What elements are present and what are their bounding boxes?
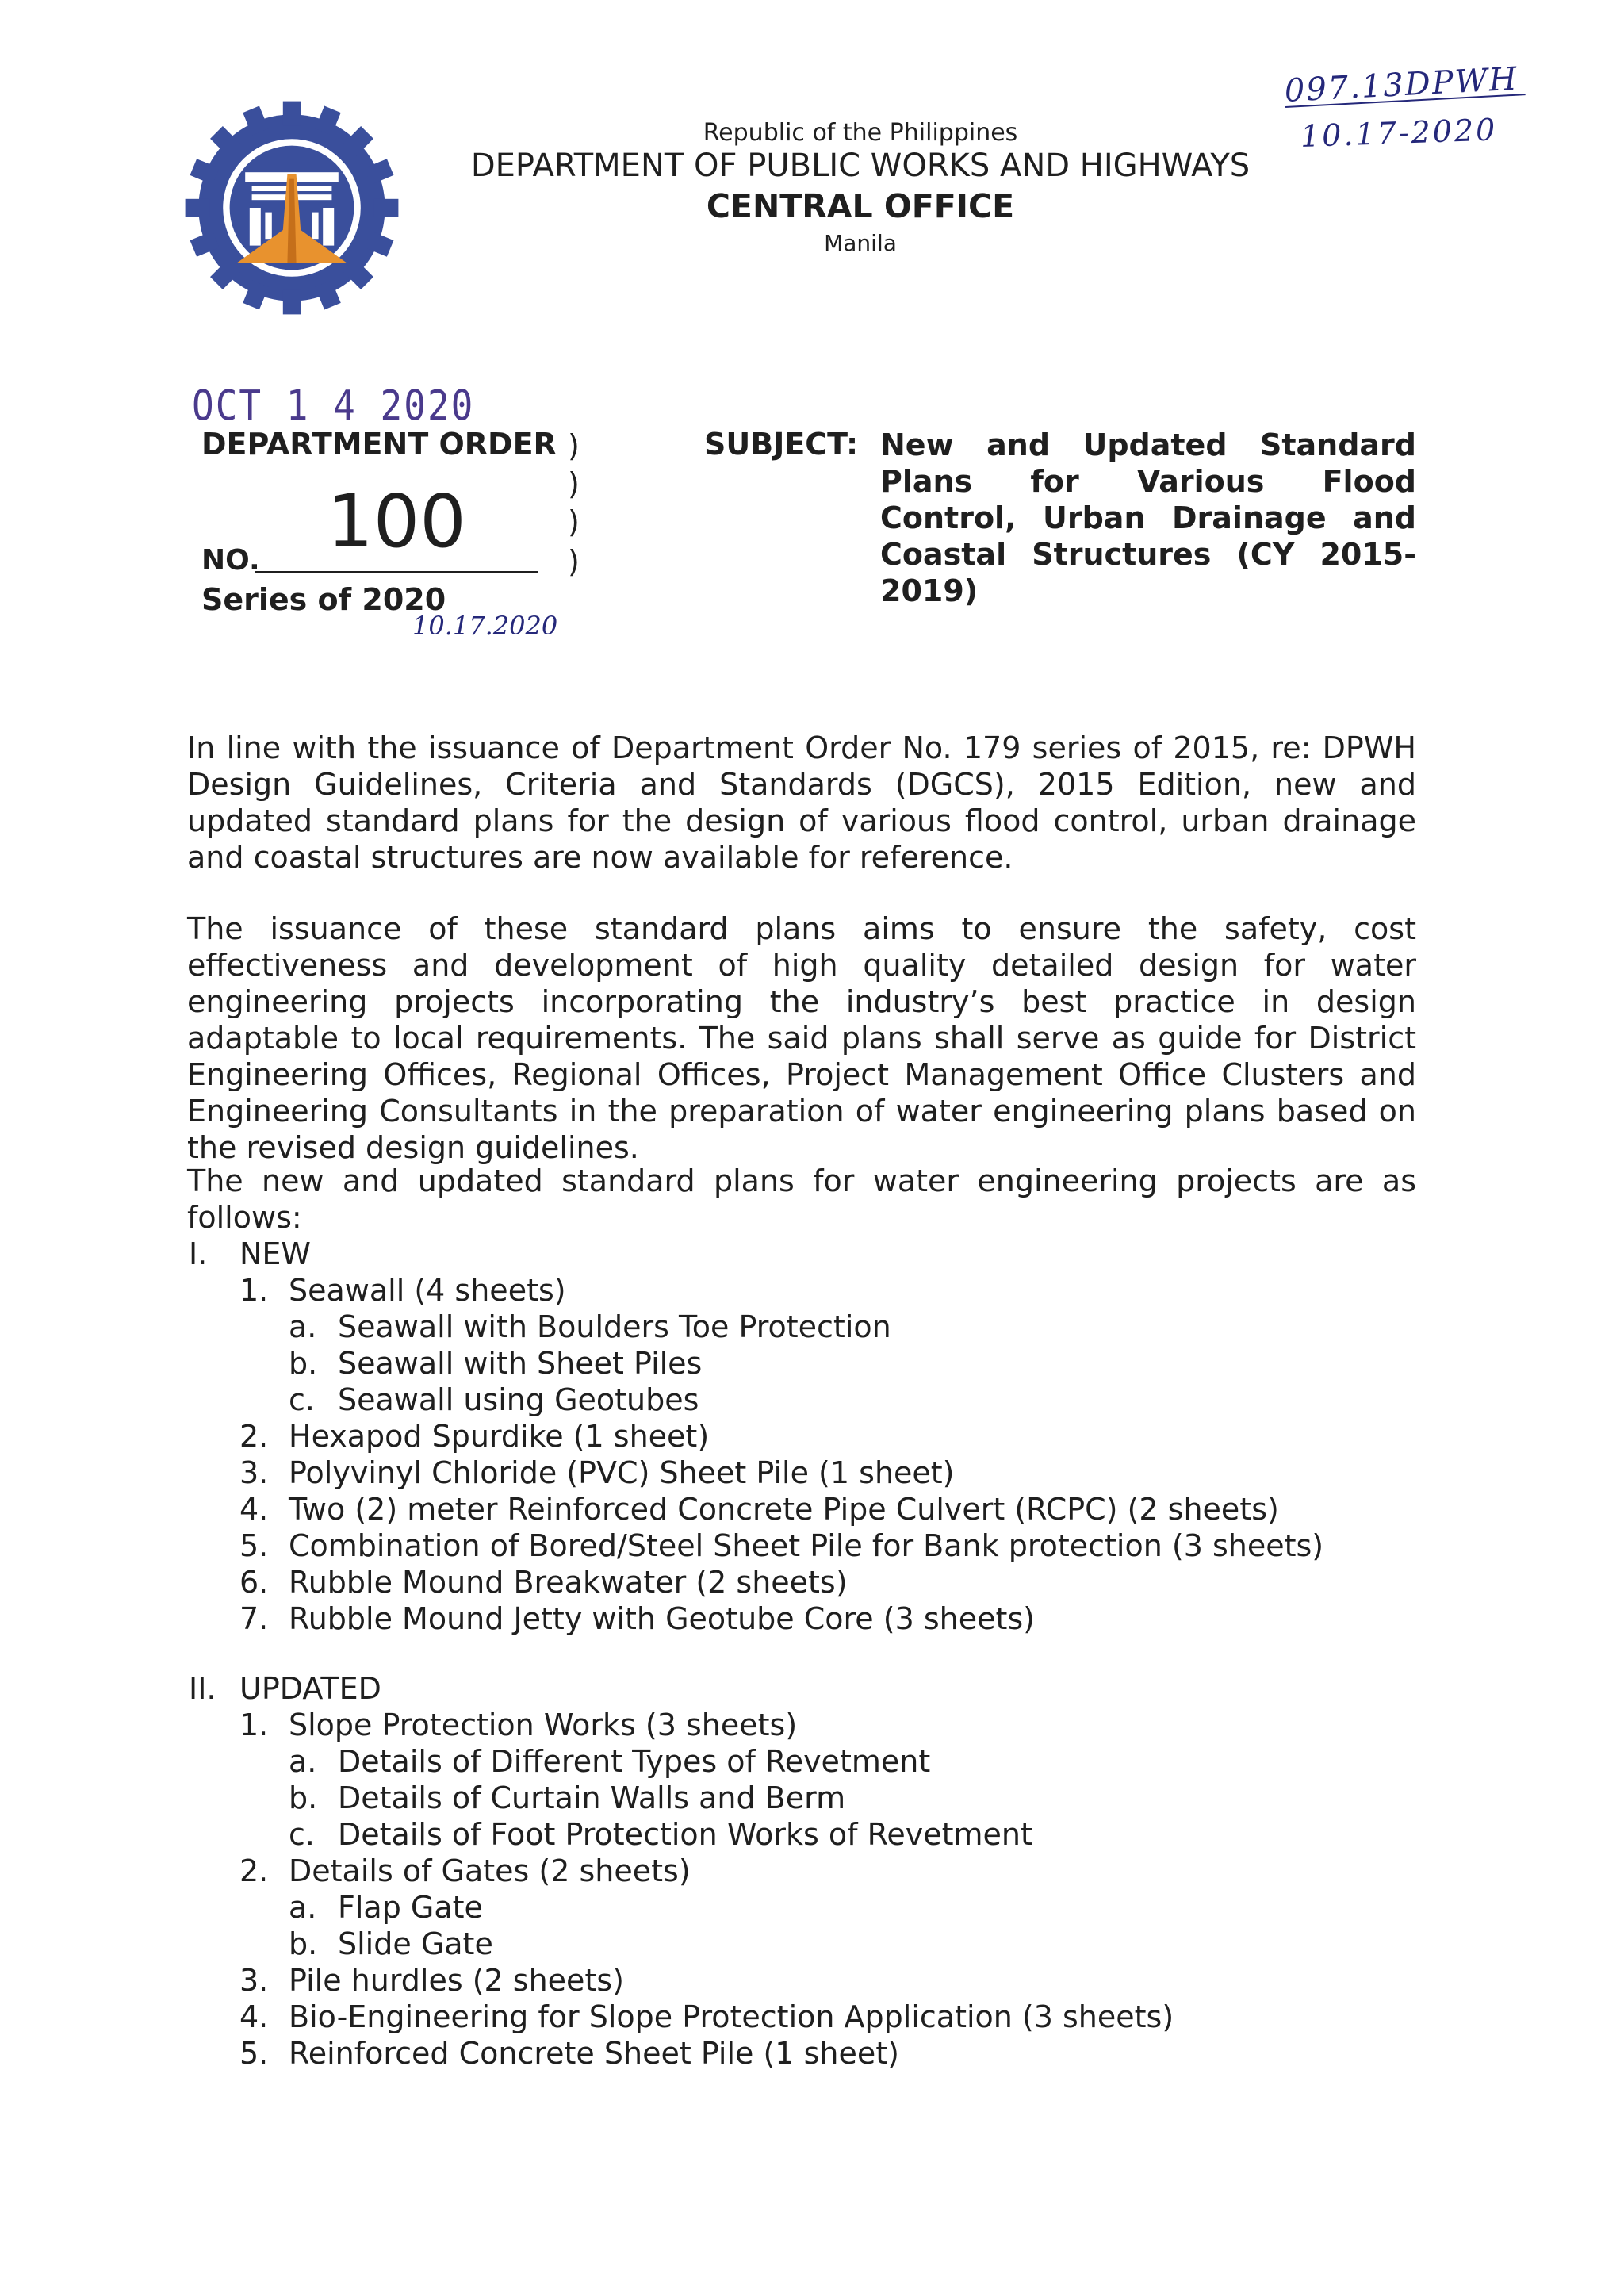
order-number-label: NO.	[201, 544, 260, 577]
body-paragraph-2: The issuance of these standard plans aims to ensure the safety, cost effectiveness and development of high quality detailed design for water engineering projects incorporating the industry’s best practice in design adaptable to local requirements. The said plans shall serve as guide for District Engineering Offices, Regional Offices, Project Management Office Clusters and Engineering Consultants in the preparation of water engineering plans based on the revised design guidelines.	[187, 911, 1416, 1165]
item-text: Rubble Mound Breakwater (2 sheets)	[289, 1565, 848, 1600]
sub-item-list	[239, 1743, 1174, 1853]
republic-line: Republic of the Philippines	[703, 119, 1018, 147]
item-text: Combination of Bored/Steel Sheet Pile for Bank protection (3 sheets)	[289, 1528, 1324, 1563]
department-name: DEPARTMENT OF PUBLIC WORKS AND HIGHWAYS	[470, 148, 1251, 184]
sub-item-text: Details of Different Types of Revetment	[338, 1744, 931, 1779]
bracket-paren: )	[568, 428, 580, 463]
sub-list-item	[289, 1345, 1323, 1382]
item-number: 5.	[239, 2036, 269, 2071]
section-heading	[189, 1236, 1323, 1272]
section-title: UPDATED	[239, 1671, 381, 1706]
sub-item-text: Details of Foot Protection Works of Revetment	[338, 1817, 1032, 1852]
item-number: 6.	[239, 1565, 269, 1600]
subject-label: SUBJECT:	[704, 427, 859, 462]
handwritten-initials: 10.17.2020	[412, 611, 558, 641]
sub-item-letter: c.	[289, 1382, 315, 1417]
item-text: Rubble Mound Jetty with Geotube Core (3 sheets)	[289, 1601, 1036, 1636]
sub-item-list	[239, 1889, 1174, 1962]
item-number: 4.	[239, 1999, 269, 2034]
order-number: 100	[327, 479, 466, 564]
office-name: CENTRAL OFFICE	[706, 187, 1015, 225]
list-item	[239, 1455, 1323, 1491]
item-number: 1.	[239, 1273, 269, 1308]
sub-item-list	[239, 1309, 1323, 1418]
item-number: 2.	[239, 1419, 269, 1454]
list-item	[239, 1564, 1323, 1600]
list-item	[239, 1527, 1323, 1564]
handwritten-reference-number: 097.13DPWH	[1283, 60, 1519, 109]
list-item	[239, 1999, 1174, 2035]
item-number: 7.	[239, 1601, 269, 1636]
sub-item-text: Flap Gate	[338, 1890, 483, 1925]
order-series: Series of 2020	[201, 582, 446, 617]
sub-item-text: Details of Curtain Walls and Berm	[338, 1780, 846, 1815]
subject-text: New and Updated Standard Plans for Various Flood Control, Urban Drainage and Coastal Structures (CY 2015-2019)	[880, 427, 1416, 608]
sub-list-item	[289, 1743, 1174, 1780]
item-number: 5.	[239, 1528, 269, 1563]
item-text: Seawall (4 sheets)	[289, 1273, 566, 1308]
sub-list-item	[289, 1816, 1174, 1853]
sub-item-letter: b.	[289, 1926, 318, 1961]
sub-item-letter: c.	[289, 1817, 315, 1852]
item-number: 4.	[239, 1492, 269, 1527]
sub-item-letter: a.	[289, 1890, 317, 1925]
body-paragraph-3: The new and updated standard plans for water engineering projects are as follows:	[187, 1163, 1416, 1235]
item-list	[189, 1707, 1174, 2072]
handwritten-received-date: 10.17-2020	[1300, 112, 1498, 154]
body-paragraph-1: In line with the issuance of Department Order No. 179 series of 2015, re: DPWH Design Guidelines, Criteria and Standards (DGCS), 2015 Edition, new and updated standard plans for the design of various flood control, urban drainage and coastal structures are now available for reference.	[187, 730, 1416, 875]
bracket-paren: )	[568, 504, 580, 539]
order-number-underline	[255, 571, 538, 573]
item-number: 3.	[239, 1455, 269, 1490]
section-number: I.	[189, 1236, 208, 1271]
list-item	[239, 1272, 1323, 1309]
list-item	[239, 1707, 1174, 1743]
item-text: Details of Gates (2 sheets)	[289, 1853, 691, 1888]
item-number: 2.	[239, 1853, 269, 1888]
list-item	[239, 1418, 1323, 1455]
sub-item-text: Seawall using Geotubes	[338, 1382, 699, 1417]
section-new	[189, 1236, 1323, 1637]
list-item	[239, 1600, 1323, 1637]
date-stamp: OCT 1 4 2020	[192, 381, 475, 431]
sub-item-text: Slide Gate	[338, 1926, 493, 1961]
section-number: II.	[189, 1671, 216, 1706]
city-name: Manila	[824, 230, 897, 256]
sub-item-letter: a.	[289, 1744, 317, 1779]
item-number: 3.	[239, 1963, 269, 1998]
item-text: Two (2) meter Reinforced Concrete Pipe Culvert (RCPC) (2 sheets)	[289, 1492, 1279, 1527]
sub-list-item	[289, 1889, 1174, 1926]
sub-item-letter: a.	[289, 1309, 317, 1344]
item-text: Pile hurdles (2 sheets)	[289, 1963, 624, 1998]
item-text: Hexapod Spurdike (1 sheet)	[289, 1419, 710, 1454]
sub-item-text: Seawall with Sheet Piles	[338, 1346, 703, 1381]
item-text: Polyvinyl Chloride (PVC) Sheet Pile (1 sheet)	[289, 1455, 955, 1490]
item-text: Reinforced Concrete Sheet Pile (1 sheet)	[289, 2036, 899, 2071]
list-item	[239, 1853, 1174, 1889]
order-label: DEPARTMENT ORDER	[201, 427, 557, 462]
sub-item-text: Seawall with Boulders Toe Protection	[338, 1309, 891, 1344]
sub-list-item	[289, 1309, 1323, 1345]
list-item	[239, 2035, 1174, 2072]
sub-item-letter: b.	[289, 1346, 318, 1381]
bracket-paren: )	[568, 466, 580, 501]
list-item	[239, 1491, 1323, 1527]
item-text: Bio-Engineering for Slope Protection Application (3 sheets)	[289, 1999, 1174, 2034]
bracket-paren: )	[568, 544, 580, 579]
item-number: 1.	[239, 1708, 269, 1742]
sub-list-item	[289, 1780, 1174, 1816]
item-list	[189, 1272, 1323, 1637]
sub-list-item	[289, 1382, 1323, 1418]
sub-list-item	[289, 1926, 1174, 1962]
item-text: Slope Protection Works (3 sheets)	[289, 1708, 798, 1742]
section-title: NEW	[239, 1236, 312, 1271]
list-item	[239, 1962, 1174, 1999]
sub-item-letter: b.	[289, 1780, 318, 1815]
section-heading	[189, 1670, 1174, 1707]
section-updated	[189, 1670, 1174, 2072]
